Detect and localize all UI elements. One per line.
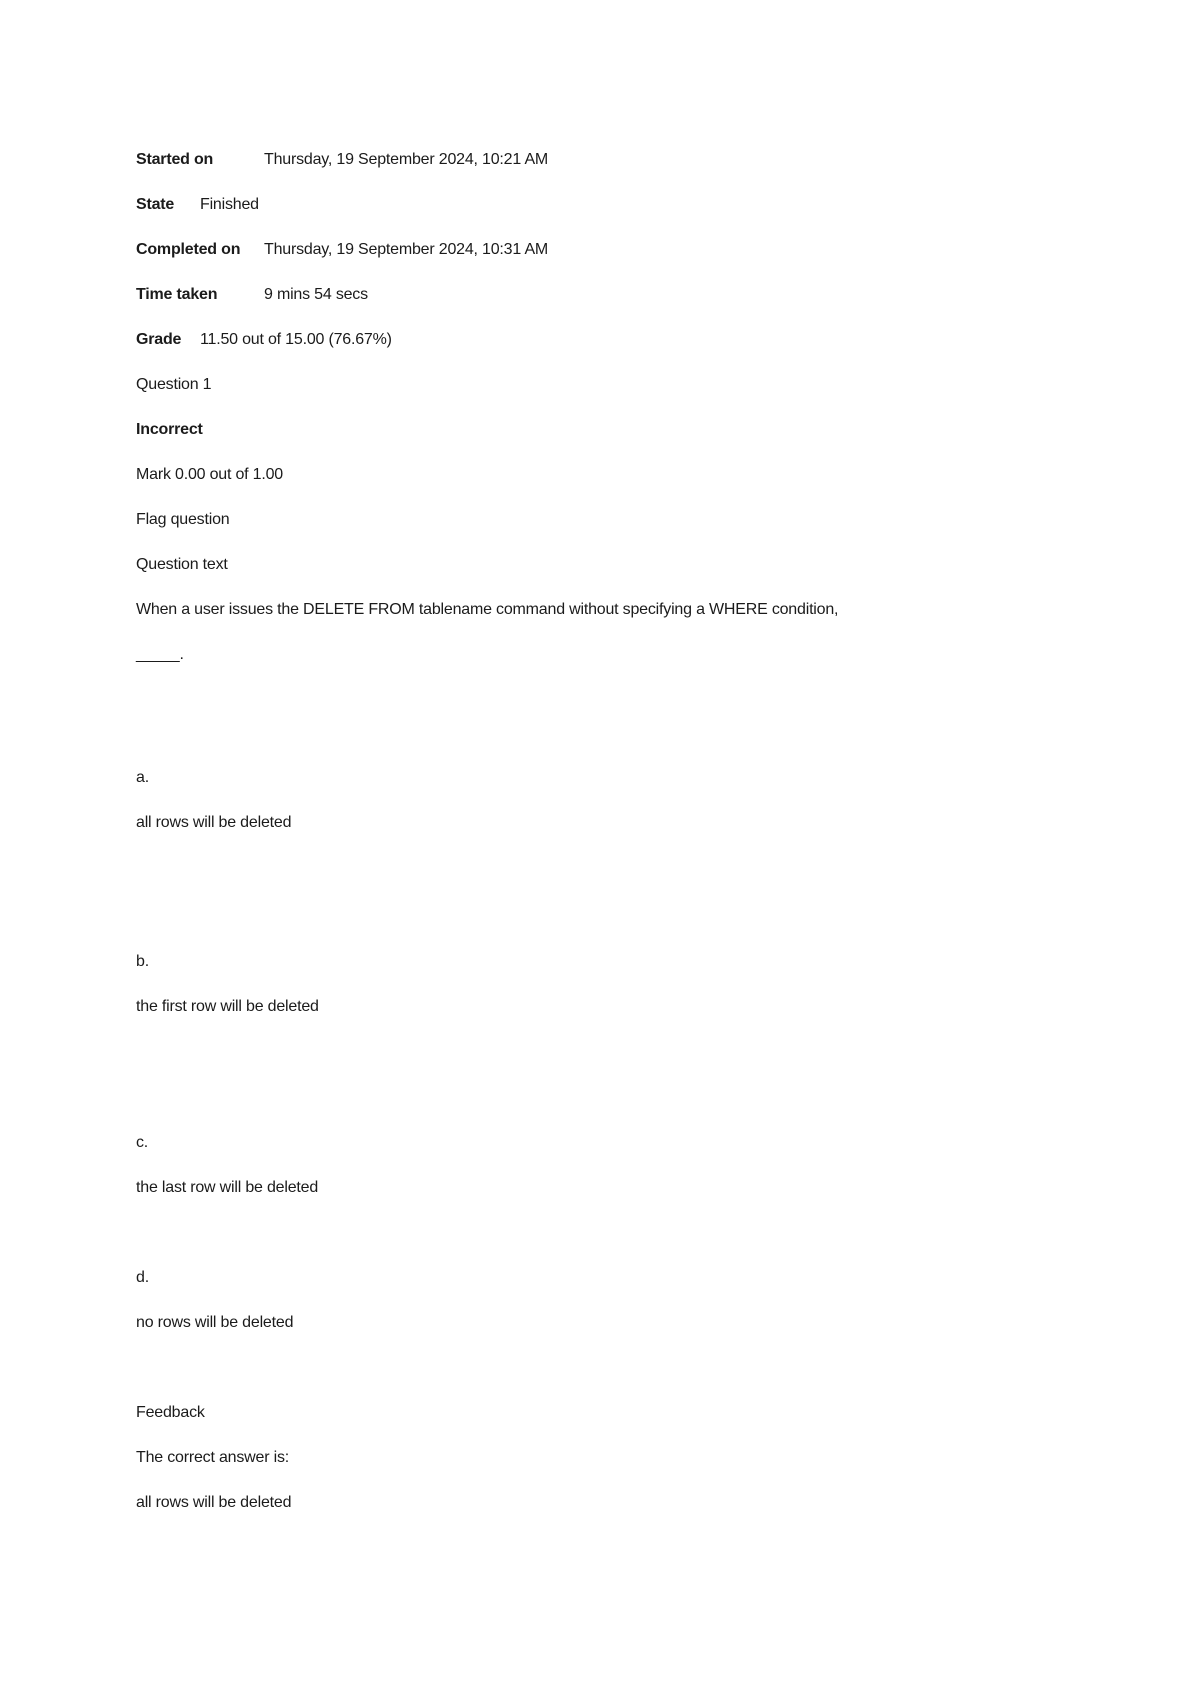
feedback-answer: all rows will be deleted xyxy=(136,1494,292,1511)
summary-value-grade: 11.50 out of 15.00 (76.67%) xyxy=(200,331,392,348)
summary-label-started-on: Started on xyxy=(136,151,214,168)
option-b-letter: b. xyxy=(136,953,149,970)
summary-row-grade xyxy=(136,317,1080,362)
summary-row-started-on xyxy=(136,137,1080,182)
summary-label-state: State xyxy=(136,196,175,213)
option-d-text: no rows will be deleted xyxy=(136,1314,294,1331)
feedback-label: Feedback xyxy=(136,1404,205,1421)
attempt-summary xyxy=(136,137,1080,362)
option-d-letter: d. xyxy=(136,1269,149,1286)
question-prompt-line2: _____. xyxy=(136,646,184,663)
option-b-text: the first row will be deleted xyxy=(136,998,319,1015)
answer-option-a xyxy=(136,755,1080,845)
feedback-section xyxy=(136,1390,1080,1525)
flag-question-label: Flag question xyxy=(136,511,230,528)
summary-row-completed-on xyxy=(136,227,1080,272)
answer-option-d xyxy=(136,1255,1080,1345)
summary-value-state: Finished xyxy=(200,196,259,213)
answer-option-c xyxy=(136,1120,1080,1210)
question-header: Question 1 xyxy=(136,376,212,393)
question-block xyxy=(136,362,1080,1525)
option-c-text: the last row will be deleted xyxy=(136,1179,319,1196)
question-status: Incorrect xyxy=(136,421,203,438)
summary-label-completed-on: Completed on xyxy=(136,241,241,258)
summary-value-time-taken: 9 mins 54 secs xyxy=(264,286,368,303)
question-text-label: Question text xyxy=(136,556,228,573)
summary-label-time-taken: Time taken xyxy=(136,286,218,303)
summary-value-started-on: Thursday, 19 September 2024, 10:21 AM xyxy=(264,151,549,168)
option-a-text: all rows will be deleted xyxy=(136,814,292,831)
summary-row-time-taken xyxy=(136,272,1080,317)
feedback-intro: The correct answer is: xyxy=(136,1449,289,1466)
summary-row-state xyxy=(136,182,1080,227)
summary-value-completed-on: Thursday, 19 September 2024, 10:31 AM xyxy=(264,241,549,258)
question-mark: Mark 0.00 out of 1.00 xyxy=(136,466,284,483)
answer-option-b xyxy=(136,939,1080,1029)
option-a-letter: a. xyxy=(136,769,149,786)
summary-label-grade: Grade xyxy=(136,331,182,348)
question-prompt-line1: When a user issues the DELETE FROM tablename command without specifying a WHERE condition, xyxy=(136,601,839,618)
option-c-letter: c. xyxy=(136,1134,149,1151)
